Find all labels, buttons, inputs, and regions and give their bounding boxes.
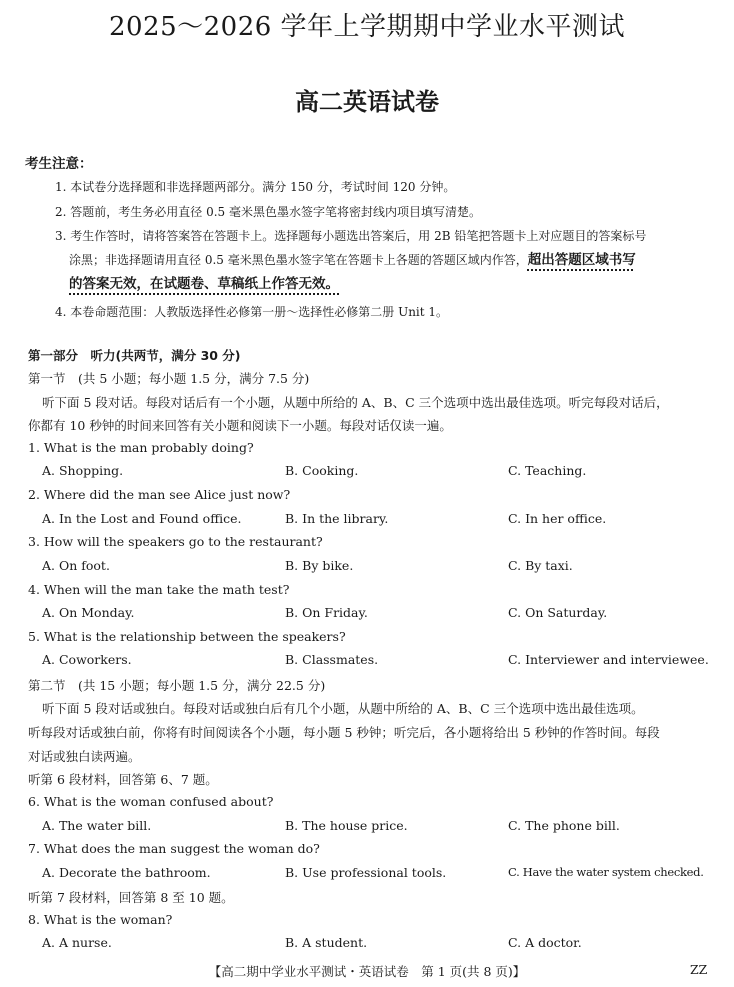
q3-option-a: A. On foot. (42, 558, 110, 573)
notice-item-3: 3. 考生作答时，请将答案答在答题卡上。选择题每小题选出答案后，用 2B 铅笔把答题卡上对应题目的答案标号 (55, 229, 647, 243)
q3-option-c: C. By taxi. (508, 558, 573, 573)
q5-option-c: C. Interviewer and interviewee. (508, 652, 709, 667)
q1-option-a: A. Shopping. (42, 463, 124, 478)
q1-option-c: C. Teaching. (508, 463, 587, 478)
q8-option-a: A. A nurse. (42, 935, 112, 950)
exam-title: 2025～2026 学年上学期期中学业水平测试 (108, 12, 626, 42)
q3-option-b: B. By bike. (285, 558, 354, 573)
q4-option-a: A. On Monday. (42, 605, 135, 620)
question-8: 8. What is the woman? (28, 912, 173, 927)
question-1: 1. What is the man probably doing? (28, 440, 254, 455)
q8-option-b: B. A student. (285, 935, 368, 950)
q6-option-c: C. The phone bill. (508, 818, 620, 833)
section2-instr-2: 听每段对话或独白前，你将有时间阅读各个小题，每小题 5 秒钟；听完后，各小题将给出 5 秒钟的作答时间。每段 (28, 725, 660, 740)
q5-option-b: B. Classmates. (285, 652, 379, 667)
exam-subtitle: 高二英语试卷 (295, 88, 439, 116)
q6-option-b: B. The house price. (285, 818, 408, 833)
question-5: 5. What is the relationship between the speakers? (28, 629, 346, 644)
notice-item-3-line2 (69, 248, 636, 268)
notice-item-3-cont: 涂黑；非选择题请用直径 0.5 毫米黑色墨水签字笔在答题卡上各题的答题区域内作答， (69, 253, 528, 267)
question-7: 7. What does the man suggest the woman do? (28, 841, 320, 856)
page-footer: 【高二期中学业水平测试・英语试卷 第 1 页(共 8 页)】 (208, 964, 526, 979)
q4-option-b: B. On Friday. (285, 605, 368, 620)
q7-option-b: B. Use professional tools. (285, 865, 447, 880)
material-7-note: 听第 7 段材料，回答第 8 至 10 题。 (28, 890, 234, 905)
q2-option-a: A. In the Lost and Found office. (42, 511, 242, 526)
section2-instr-3: 对话或独白读两遍。 (28, 749, 141, 764)
q8-option-c: C. A doctor. (508, 935, 582, 950)
notice-item-2: 2. 答题前，考生务必用直径 0.5 毫米黑色墨水签字笔将密封线内项目填写清楚。 (55, 205, 481, 219)
q1-option-b: B. Cooking. (285, 463, 359, 478)
q7-option-a: A. Decorate the bathroom. (42, 865, 211, 880)
notice-emphasis-2: 的答案无效，在试题卷、草稿纸上作答无效。 (69, 276, 339, 292)
notice-item-4: 4. 本卷命题范围：人教版选择性必修第一册～选择性必修第二册 Unit 1。 (55, 305, 449, 319)
q2-option-b: B. In the library. (285, 511, 389, 526)
q5-option-a: A. Coworkers. (42, 652, 132, 667)
question-2: 2. Where did the man see Alice just now? (28, 487, 291, 502)
section2-instr-1: 听下面 5 段对话或独白。每段对话或独白后有几个小题，从题中所给的 A、B、C 三个选项中选出最佳选项。 (42, 701, 644, 716)
q7-option-c: C. Have the water system checked. (508, 865, 704, 879)
section2-heading: 第二节 (共 15 小题；每小题 1.5 分，满分 22.5 分) (28, 678, 326, 693)
question-6: 6. What is the woman confused about? (28, 794, 274, 809)
footer-code: ZZ (690, 962, 708, 977)
question-4: 4. When will the man take the math test? (28, 582, 290, 597)
notice-emphasis-1: 超出答题区域书写 (527, 252, 636, 268)
q4-option-c: C. On Saturday. (508, 605, 608, 620)
notice-item-1: 1. 本试卷分选择题和非选择题两部分。满分 150 分，考试时间 120 分钟。 (55, 180, 456, 194)
material-6-note: 听第 6 段材料，回答第 6、7 题。 (28, 772, 218, 787)
notice-heading: 考生注意： (25, 156, 93, 172)
q6-option-a: A. The water bill. (42, 818, 152, 833)
q2-option-c: C. In her office. (508, 511, 607, 526)
section1-instr-1: 听下面 5 段对话。每段对话后有一个小题，从题中所给的 A、B、C 三个选项中选出最佳选项。听完每段对话后， (42, 395, 669, 410)
section1-heading: 第一节 (共 5 小题；每小题 1.5 分，满分 7.5 分) (28, 371, 310, 386)
question-3: 3. How will the speakers go to the restaurant? (28, 534, 323, 549)
part1-heading: 第一部分 听力(共两节，满分 30 分) (28, 348, 241, 363)
section1-instr-2: 你都有 10 秒钟的时间来回答有关小题和阅读下一小题。每段对话仅读一遍。 (28, 418, 452, 433)
